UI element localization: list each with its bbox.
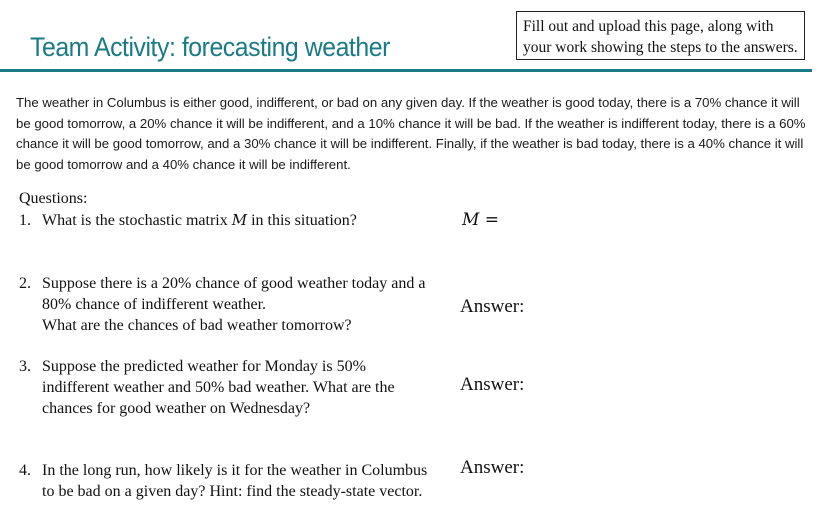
question-3 [19,356,395,419]
page-title: Team Activity: forecasting weather [30,32,390,62]
question-line: What is the stochastic matrix M in this situation? [42,211,357,229]
question-line: In the long run, how likely is it for the weather in Columbus [42,462,428,479]
matrix-answer-label: M = [462,210,500,230]
question-line: 80% chance of indifferent weather. [42,296,267,313]
question-line: to be bad on a given day? Hint: find the steady-state vector. [42,483,423,500]
question-2 [19,273,425,336]
question-number: 2. [19,275,31,292]
answer-label-2: Answer: [460,296,525,317]
answer-label-4: Answer: [460,457,525,478]
question-4 [19,460,427,502]
problem-statement: The weather in Columbus is either good, indifferent, or bad on any given day. If the weather is good today, there is a 70% chance it will be good tomorrow, a 20% chance it will be indifferent, and a 10% chance it will be bad. If the weather is indifferent today, there is a 60% chance it will be good tomorrow, and a 30% chance it will be indifferent. Finally, if the weather is bad today, there is a 40% chance it will be good tomorrow and a 40% chance it will be indifferent. [16,95,806,172]
question-line: Suppose the predicted weather for Monday is 50% [42,358,366,375]
question-line: indifferent weather and 50% bad weather. What are the [42,379,395,396]
question-number: 1. [19,212,31,229]
answer-label-3: Answer: [460,374,525,395]
question-line: chances for good weather on Wednesday? [42,400,311,417]
question-1 [19,210,357,231]
question-number: 4. [19,462,31,479]
questions-heading: Questions: [19,190,88,207]
title-divider [0,69,812,72]
instructions-box: Fill out and upload this page, along with your work showing the steps to the answers. [516,11,805,60]
question-line: Suppose there is a 20% chance of good weather today and a [42,275,426,292]
question-number: 3. [19,358,31,375]
question-line: What are the chances of bad weather tomorrow? [42,317,352,334]
